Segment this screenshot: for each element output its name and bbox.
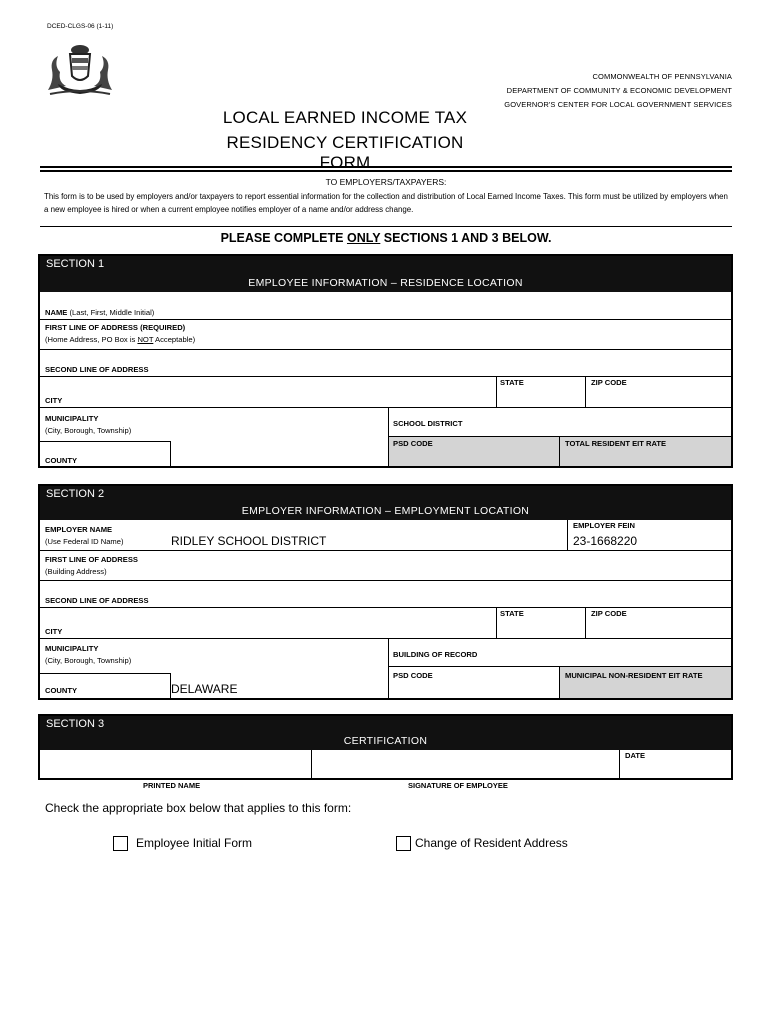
- change-of-address-label: Change of Resident Address: [415, 836, 568, 850]
- form-code: DCED-CLGS-06 (1-11): [47, 23, 114, 30]
- psd-code-label: PSD CODE: [393, 439, 433, 448]
- change-of-address-checkbox[interactable]: [396, 836, 411, 851]
- employee-name-label: NAME (Last, First, Middle Initial): [45, 308, 155, 317]
- non-resident-eit-rate-label: MUNICIPAL NON-RESIDENT EIT RATE: [565, 671, 703, 680]
- section-2-number: SECTION 2: [46, 488, 105, 500]
- double-rule: [40, 166, 732, 172]
- section-3-number: SECTION 3: [46, 718, 105, 730]
- signature-caption: SIGNATURE OF EMPLOYEE: [408, 781, 508, 790]
- employee-address1-label: FIRST LINE OF ADDRESS (REQUIRED) (Home Address, PO Box is NOT Acceptable): [45, 323, 196, 344]
- section-1-title: EMPLOYEE INFORMATION – RESIDENCE LOCATION: [248, 277, 523, 289]
- pennsylvania-seal-icon: [40, 40, 120, 98]
- section-2-title: EMPLOYER INFORMATION – EMPLOYMENT LOCATION: [241, 505, 530, 517]
- employee-city-label: CITY: [45, 396, 63, 405]
- section-1: [38, 254, 733, 468]
- shaded-cell: [389, 436, 731, 466]
- section-3-header: [40, 716, 731, 750]
- employee-municipality-label: MUNICIPALITY (City, Borough, Township): [45, 414, 132, 435]
- section-1-number: SECTION 1: [46, 258, 105, 270]
- agency-line-1: COMMONWEALTH OF PENNSYLVANIA: [592, 72, 732, 81]
- instructions-banner: PLEASE COMPLETE ONLY SECTIONS 1 AND 3 BELOW.: [220, 231, 552, 245]
- printed-name-caption: PRINTED NAME: [143, 781, 201, 790]
- school-district-label: SCHOOL DISTRICT: [393, 419, 463, 428]
- building-of-record-label: BUILDING OF RECORD: [393, 650, 478, 659]
- agency-line-3: GOVERNOR'S CENTER FOR LOCAL GOVERNMENT SERVICES: [504, 100, 732, 109]
- section-1-header: [40, 256, 731, 292]
- employer-state-label: STATE: [500, 609, 524, 618]
- divider: [40, 226, 732, 227]
- employer-county-label: COUNTY: [45, 686, 78, 695]
- employer-fein-value: 23-1668220: [573, 534, 638, 548]
- section-3: [38, 714, 733, 780]
- employee-zip-label: ZIP CODE: [591, 378, 627, 387]
- form-title-line-2: RESIDENCY CERTIFICATION FORM: [226, 133, 464, 172]
- employer-zip-label: ZIP CODE: [591, 609, 627, 618]
- employer-fein-label: EMPLOYER FEIN: [573, 521, 636, 530]
- date-label: DATE: [625, 751, 646, 760]
- employee-address2-label: SECOND LINE OF ADDRESS: [45, 365, 149, 374]
- form-title-line-1: LOCAL EARNED INCOME TAX: [222, 108, 468, 127]
- employer-city-label: CITY: [45, 627, 63, 636]
- employee-county-label: COUNTY: [45, 456, 78, 465]
- employer-psd-code-label: PSD CODE: [393, 671, 433, 680]
- employer-municipality-label: MUNICIPALITY (City, Borough, Township): [45, 644, 132, 665]
- employer-address1-label: FIRST LINE OF ADDRESS (Building Address): [45, 555, 138, 576]
- section-3-title: CERTIFICATION: [343, 735, 428, 747]
- intro-text: This form is to be used by employers and/or taxpayers to report essential information for the collection and distribution of Local Earned Income Taxes. This form must be utilized by employers when a new employee is hired or when a current employee notifies employer of a name and/or address change.: [44, 192, 728, 214]
- employer-county-value: DELAWARE: [171, 682, 238, 696]
- checkbox-question: Check the appropriate box below that applies to this form:: [45, 801, 352, 815]
- agency-line-2: DEPARTMENT OF COMMUNITY & ECONOMIC DEVELOPMENT: [506, 86, 732, 95]
- employer-name-value: RIDLEY SCHOOL DISTRICT: [171, 534, 327, 548]
- employer-name-label: EMPLOYER NAME (Use Federal ID Name): [45, 525, 124, 546]
- employee-initial-form-checkbox[interactable]: [113, 836, 128, 851]
- section-2-header: [40, 486, 731, 520]
- employee-state-label: STATE: [500, 378, 524, 387]
- employer-address2-label: SECOND LINE OF ADDRESS: [45, 596, 149, 605]
- section-2: [38, 484, 733, 700]
- total-eit-rate-label: TOTAL RESIDENT EIT RATE: [565, 439, 667, 448]
- intro-heading: TO EMPLOYERS/TAXPAYERS:: [325, 177, 447, 187]
- employee-initial-form-label: Employee Initial Form: [136, 836, 253, 850]
